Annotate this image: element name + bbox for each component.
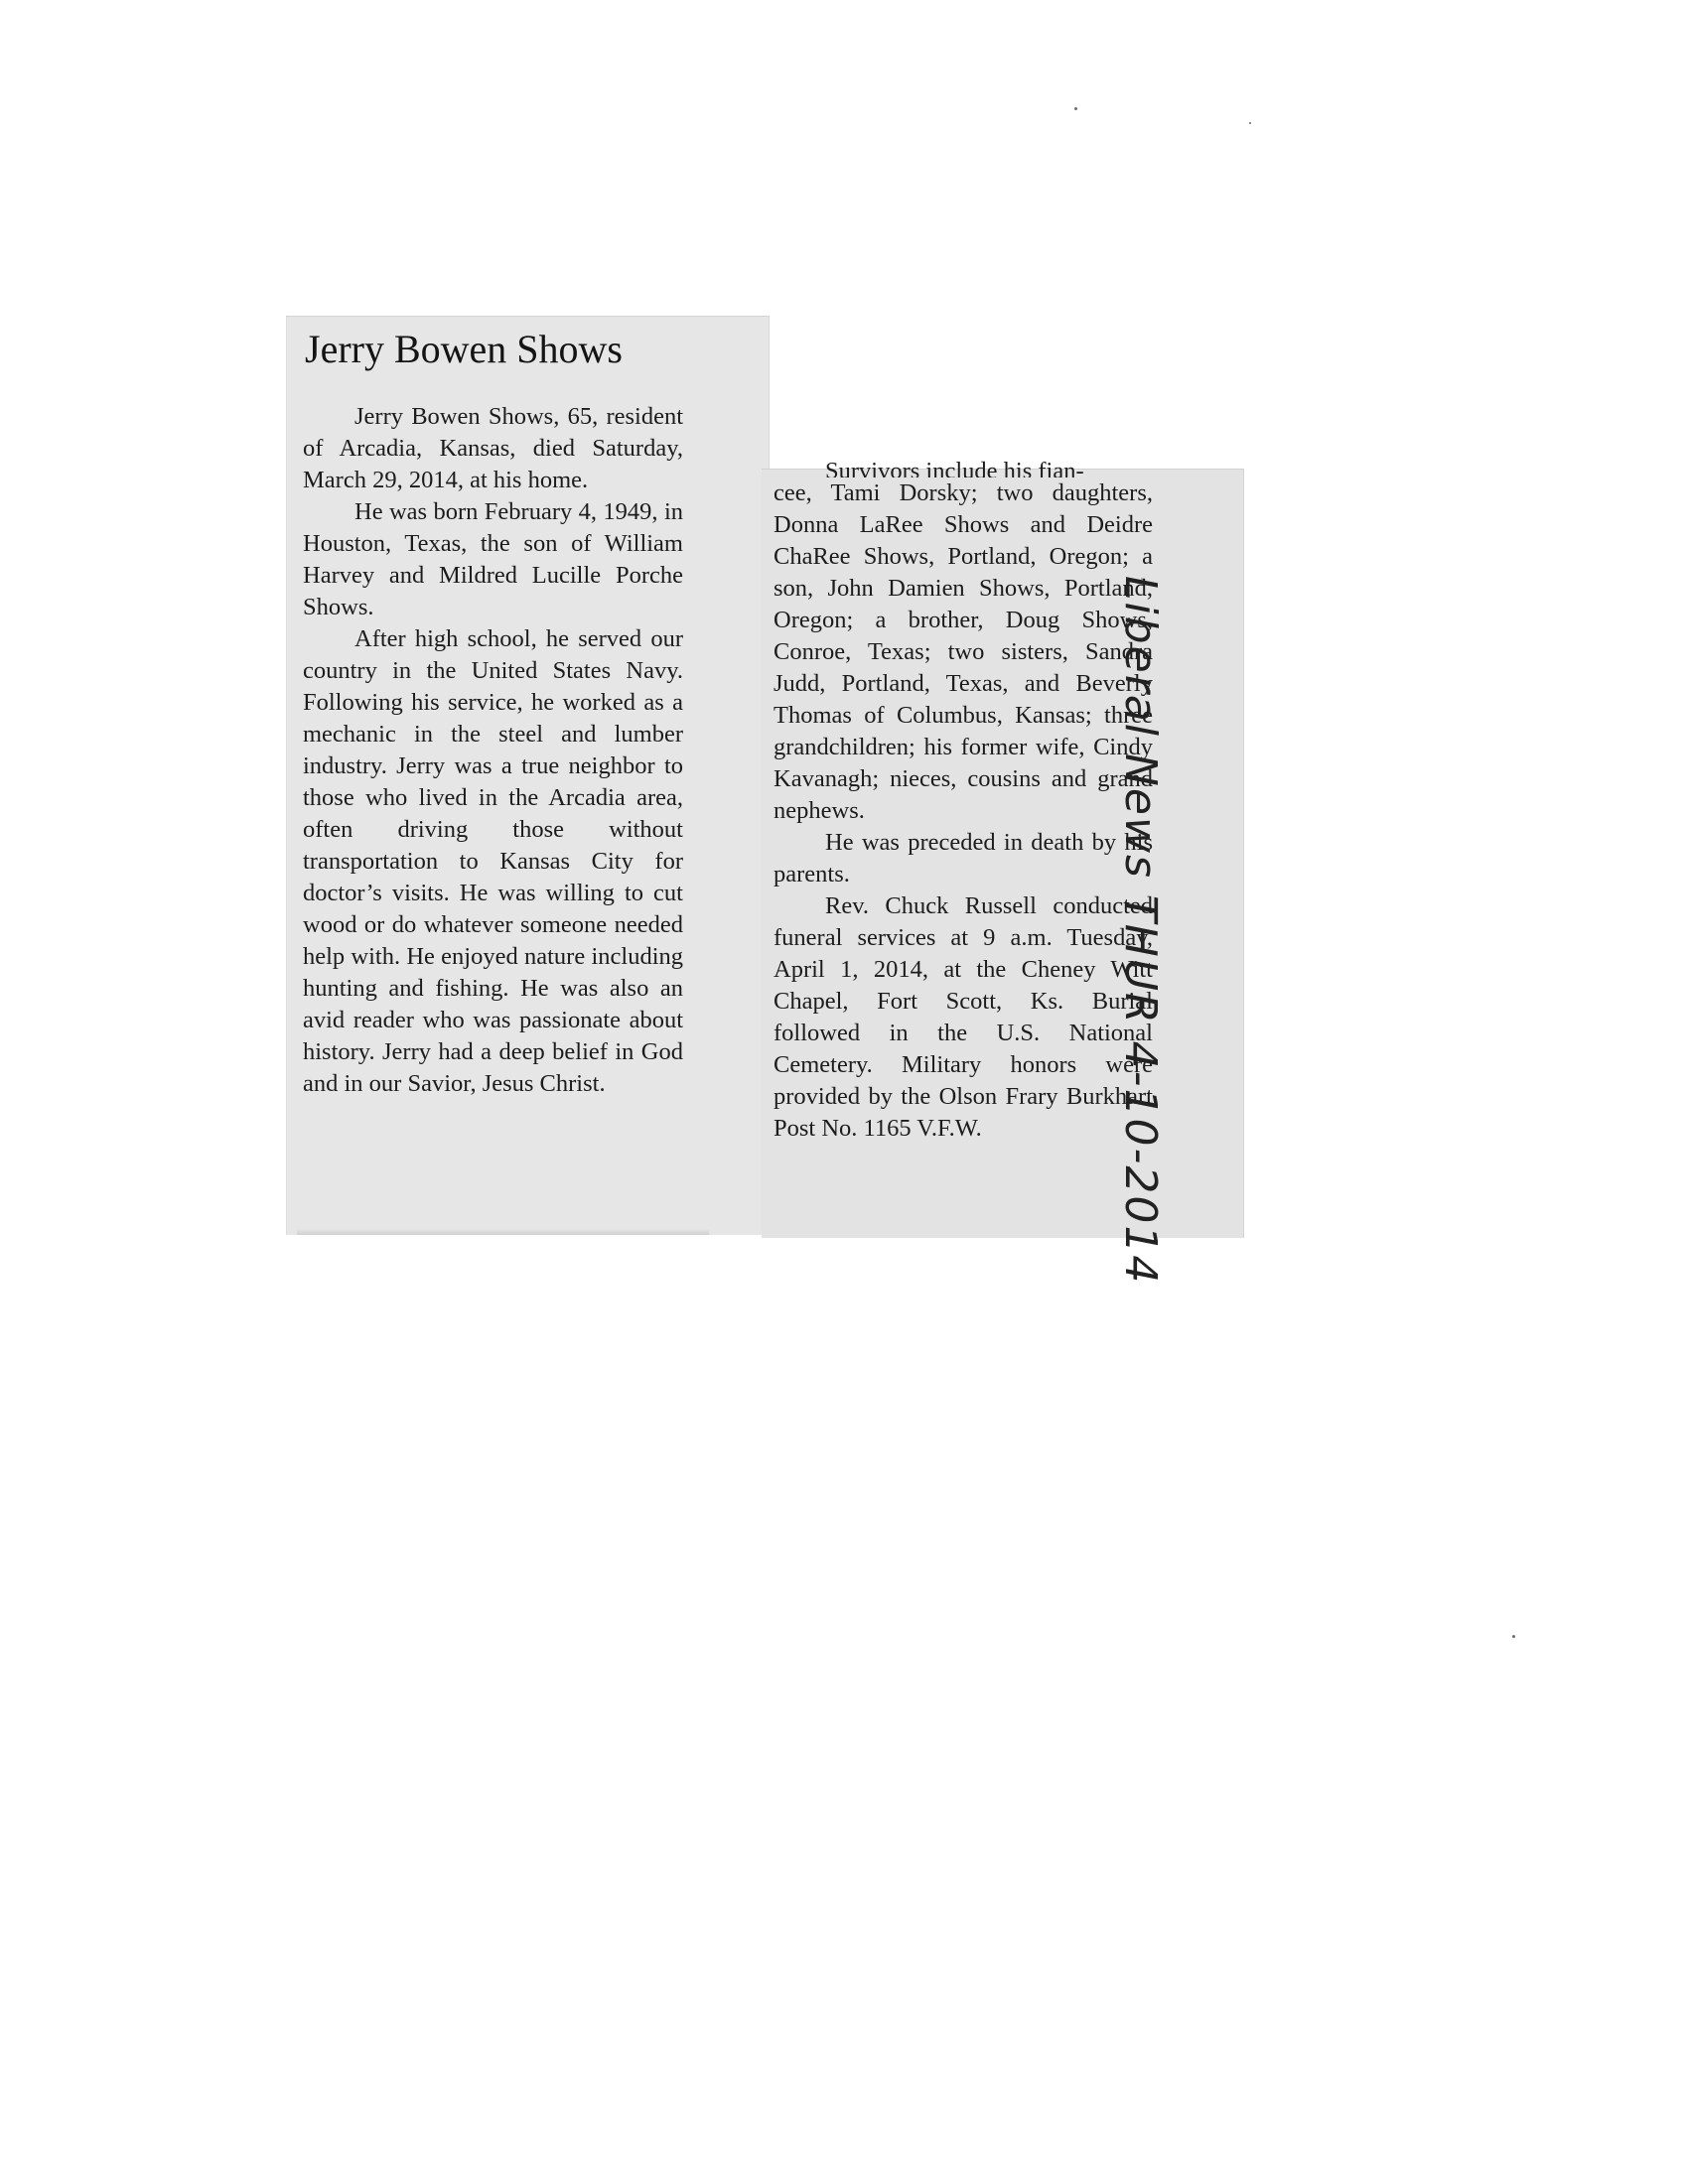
- dust-speck: [1249, 122, 1251, 124]
- obituary-headline: Jerry Bowen Shows: [305, 327, 623, 371]
- obituary-paragraph: He was preceded in death by his parents.: [774, 829, 1153, 887]
- obituary-cut-line: Survivors include his fian-: [825, 458, 1084, 478]
- obituary-paragraph: He was born February 4, 1949, in Houston, Texas, the son of William Harvey and Mildred Lucille Porche Shows.: [303, 498, 683, 620]
- obituary-clipping-left: [286, 316, 770, 1235]
- obituary-paragraph: cee, Tami Dorsky; two daughters, Donna LaRee Shows and Deidre ChaRee Shows, Portland, Oregon; a son, John Damien Shows, Portland, Oregon; a brother, Doug Shows, Conroe, Texas; two sisters, Sandra Judd, Portland, Texas, and Beverly Thomas of Columbus, Kansas; three grandchildren; his former wife, Cindy Kavanagh; nieces, cousins and grand nephews.: [774, 479, 1153, 824]
- dust-speck: [1512, 1635, 1515, 1638]
- obituary-left-column: [303, 401, 683, 1100]
- obituary-right-column: [774, 460, 1153, 1145]
- handwritten-source-note: Liberal News THUR 4-10-2014: [1115, 576, 1166, 1286]
- dust-speck: [1074, 107, 1077, 110]
- obituary-paragraph: Rev. Chuck Russell conducted funeral services at 9 a.m. Tuesday, April 1, 2014, at the Cheney Witt Chapel, Fort Scott, Ks. Burial followed in the U.S. National Cemetery. Military honors were provided by the Olson Frary Burkhart Post No. 1165 V.F.W.: [774, 892, 1153, 1142]
- obituary-paragraph: Jerry Bowen Shows, 65, resident of Arcadia, Kansas, died Saturday, March 29, 2014, at his home.: [303, 403, 683, 493]
- obituary-paragraph: After high school, he served our country in the United States Navy. Following his service, he worked as a mechanic in the steel and lumber industry. Jerry was a true neighbor to those who lived in the Arcadia area, often driving those without transportation to Kansas City for doctor’s visits. He was willing to cut wood or do whatever someone needed help with. He enjoyed nature including hunting and fishing. He was also an avid reader who was passionate about history. Jerry had a deep belief in God and in our Savior, Jesus Christ.: [303, 625, 683, 1097]
- clipping-edge: [297, 1229, 709, 1235]
- obituary-clipping-right: [762, 458, 1244, 1238]
